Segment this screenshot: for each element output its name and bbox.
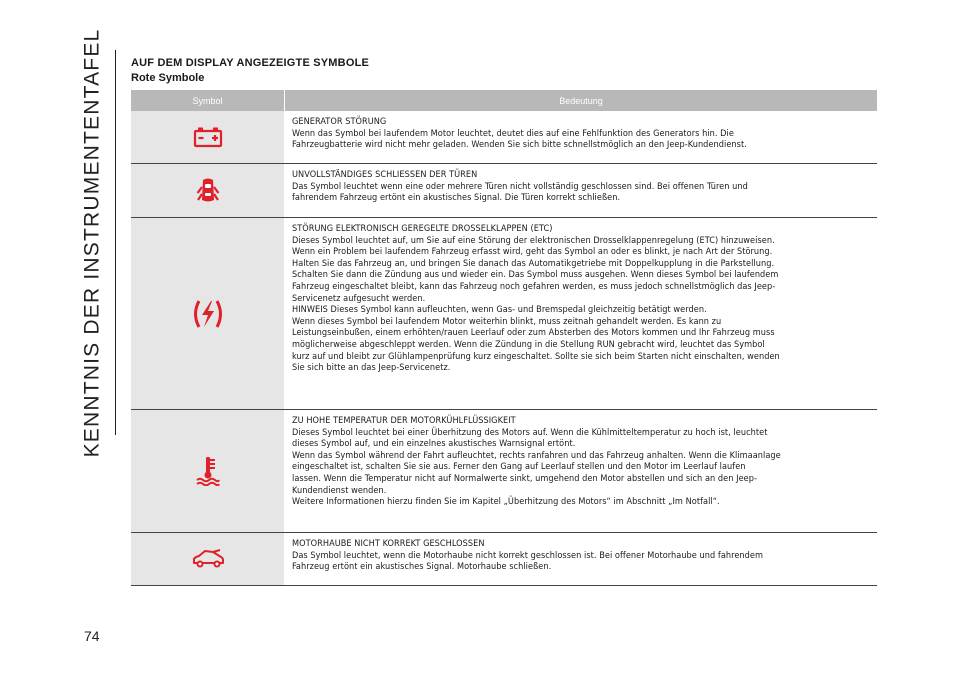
sub-title: Rote Symbole: [131, 72, 205, 84]
throttle-fault-icon: [191, 299, 225, 329]
symbol-cell: [131, 111, 284, 163]
header-meaning: Bedeutung: [559, 95, 603, 106]
row-text: Kundendienst wenden.: [292, 485, 387, 496]
row-title: UNVOLLSTÄNDIGES SCHLIESSEN DER TÜREN: [292, 170, 478, 180]
chapter-title: KENNTNIS DER INSTRUMENTENTAFEL: [80, 28, 103, 458]
row-text: eingeschaltet ist, schalten Sie sie aus. Ferner den Gang auf Leerlauf stellen und den Motor im Leerlauf laufen: [292, 462, 746, 473]
row-text: Wenn das Symbol während der Fahrt aufleuchtet, rechts ranfahren und das Fahrzeug anhalten. Wenn die Klimaanlage: [292, 450, 781, 461]
header-symbol: Symbol: [192, 95, 223, 106]
row-text: Dieses Symbol leuchtet auf, um Sie auf eine Störung der elektronischen Drosselklappenregelung (ETC) hinzuweisen.: [292, 235, 775, 246]
symbol-cell: [131, 164, 284, 217]
row-text: dieses Symbol auf, und ein einzelnes akustisches Warnsignal ertönt.: [292, 439, 576, 450]
row-text: fahrendem Fahrzeug ertönt ein akustisches Signal. Die Türen korrekt schließen.: [292, 193, 621, 204]
row-text: Sie sich bitte an das Jeep-Servicenetz.: [292, 363, 451, 374]
table-header: [131, 90, 877, 111]
row-title: MOTORHAUBE NICHT KORREKT GESCHLOSSEN: [292, 539, 485, 549]
row-text: Wenn das Symbol bei laufendem Motor leuchtet, deutet dies auf eine Fehlfunktion des Generators hin. Die: [292, 128, 734, 139]
symbol-cell: [131, 218, 284, 409]
symbol-cell: [131, 410, 284, 532]
coolant-temperature-icon: [196, 456, 220, 486]
table-row: [131, 164, 877, 218]
chapter-rule: [115, 50, 116, 435]
row-text: Schalten Sie dann die Zündung aus und wieder ein. Das Symbol muss ausgehen. Wenn dieses Symbol bei laufendem: [292, 270, 779, 281]
row-text: möglicherweise abgeschleppt werden. Wenn die Zündung in die Stellung RUN gebracht wird, leuchtet das Symbol: [292, 339, 765, 350]
row-text: Dieses Symbol leuchtet bei einer Überhitzung des Motors auf. Wenn die Kühlmitteltemperatur zu hoch ist, leuchtet: [292, 427, 768, 438]
meaning-cell: [284, 111, 877, 163]
row-text: Fahrzeugbatterie wird nicht mehr geladen. Wenden Sie sich bitte schnellstmöglich an den Jeep-Kundendienst.: [292, 140, 747, 151]
row-text: Weitere Informationen hierzu finden Sie im Kapitel „Überhitzung des Motors“ im Abschnitt „Im Notfall“.: [292, 497, 720, 508]
row-text: kurz auf und bleibt zur Glühlampenprüfung kurz eingeschaltet. Sollte sie sich beim Starten nicht einschalten, wenden: [292, 351, 780, 362]
page-number: 74: [84, 628, 100, 644]
battery-icon: [193, 126, 223, 148]
table-row: [131, 410, 877, 533]
row-text: Das Symbol leuchtet wenn eine oder mehrere Türen nicht vollständig geschlossen sind. Bei offenen Türen und: [292, 181, 748, 192]
row-text: lassen. Wenn die Temperatur nicht auf Normalwerte sinkt, umgehend den Motor abstellen und sich an den Jeep-: [292, 473, 757, 484]
row-text: Leistungseinbußen, einem erhöhten/rauen Leerlauf oder zum Absterben des Motors kommen und Ihr Fahrzeug muss: [292, 328, 775, 339]
row-text: Das Symbol leuchtet, wenn die Motorhaube nicht korrekt geschlossen ist. Bei offener Motorhaube und fahrendem: [292, 550, 764, 561]
row-text: Wenn dieses Symbol bei laufendem Motor weiterhin blinkt, muss zeitnah gehandelt werden. Es kann zu: [292, 316, 722, 327]
symbol-table: [131, 90, 877, 586]
row-text: HINWEIS Dieses Symbol kann aufleuchten, wenn Gas- und Bremspedal gleichzeitig betätigt werden.: [292, 305, 707, 316]
hood-open-icon: [191, 549, 225, 569]
row-title: GENERATOR STÖRUNG: [292, 117, 387, 127]
door-open-icon: [196, 177, 220, 205]
row-text: Servicenetz aufgesucht werden.: [292, 293, 426, 304]
meaning-cell: [284, 533, 877, 585]
meaning-cell: [284, 218, 877, 409]
row-text: Halten Sie das Fahrzeug an, und bringen Sie danach das Automatikgetriebe mit Doppelkupplung in die Parkstellung.: [292, 258, 775, 269]
section-title: AUF DEM DISPLAY ANGEZEIGTE SYMBOLE: [131, 57, 370, 69]
row-title: STÖRUNG ELEKTRONISCH GEREGELTE DROSSELKLAPPEN (ETC): [292, 224, 553, 234]
table-row: [131, 218, 877, 410]
table-row: [131, 111, 877, 164]
table-row: [131, 533, 877, 586]
symbol-cell: [131, 533, 284, 585]
row-text: Fahrzeug eingeschaltet bleibt, kann das Fahrzeug noch gefahren werden, es muss jedoch schnellstmöglich das Jeep-: [292, 281, 776, 292]
meaning-cell: [284, 164, 877, 217]
row-text: Fahrzeug ertönt ein akustisches Signal. Motorhaube schließen.: [292, 562, 552, 573]
meaning-cell: [284, 410, 877, 532]
row-text: Wenn ein Problem bei laufendem Fahrzeug erfasst wird, geht das Symbol an oder es blinkt, je nach Art der Störung.: [292, 247, 773, 258]
row-title: ZU HOHE TEMPERATUR DER MOTORKÜHLFLÜSSIGKEIT: [292, 416, 516, 426]
